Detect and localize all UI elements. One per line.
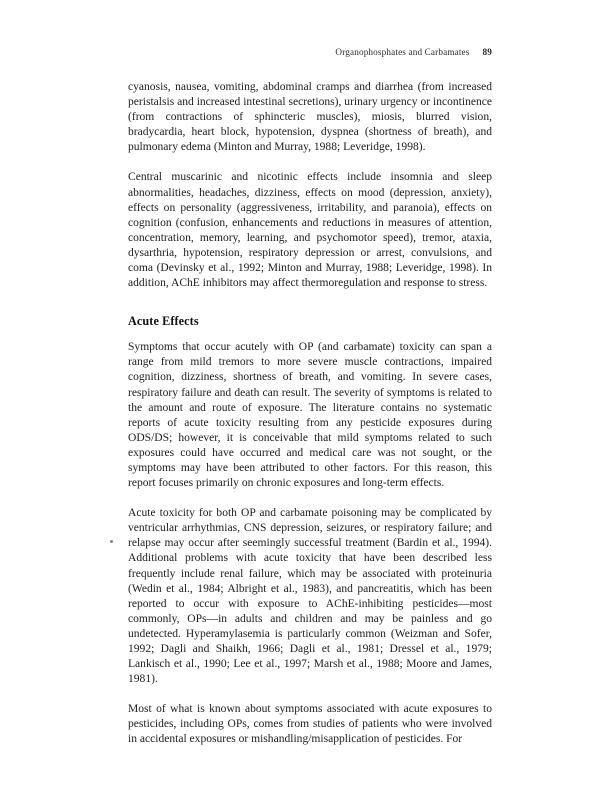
section-heading-acute-effects: Acute Effects [128,314,199,329]
text-column [128,80,492,763]
paragraph-symptoms-span: Symptoms that occur acutely with OP (and carbamate) toxicity can span a range from mild tremors to more severe muscle contractions, impaired cognition, dizziness, shortness of breath, and vomiting. In severe cases, respiratory failure and death can result. The severity of symptoms is related to the amount and route of exposure. The literature contains no systematic reports of acute toxicity resulting from any pesticide exposures during ODS/DS; however, it is conceivable that mild symptoms related to such exposures could have occurred and medical care was not sought, or the symptoms may have been attributed to other factors. For this reason, this report focuses primarily on chronic exposures and long-term effects. [128,341,492,490]
paragraph-central-effects: Central muscarinic and nicotinic effects include insomnia and sleep abnormalities, headaches, dizziness, effects on mood (depression, anxiety), effects on personality (aggressiveness, irritability, and paranoia), effects on cognition (confusion, enhancements and reductions in measures of attention, concentration, memory, learning, and psychomotor speed), tremor, ataxia, dysarthria, hypotension, respiratory depression or arrest, convulsions, and coma (Devinsky et al., 1992; Minton and Murray, 1988; Leveridge, 1998). In addition, AChE inhibitors may affect thermoregulation and response to stress. [128,171,492,290]
paragraph-autonomic-effects: cyanosis, nausea, vomiting, abdominal cramps and diarrhea (from increased peristalsis and increased intestinal secretions), urinary urgency or incontinence (from contractions of sphincteric muscles), miosis, blurred vision, bradycardia, heart block, hypotension, dyspnea (shortness of breath), and pulmonary edema (Minton and Murray, 1988; Leveridge, 1998). [128,81,492,154]
page-number: 89 [482,47,492,57]
paragraph-accidental-exposures: Most of what is known about symptoms associated with acute exposures to pesticides, including OPs, comes from studies of patients who were involved in accidental exposures or mishandling/misapplication of pesticides. For [128,703,492,746]
paragraph-acute-toxicity-complications: Acute toxicity for both OP and carbamate poisoning may be complicated by ventricular arrhythmias, CNS depression, seizures, or respiratory failure; and relapse may occur after seemingly successful treatment (Bardin et al., 1994). Additional problems with acute toxicity that have been described less frequently include renal failure, which may be associated with proteinuria (Wedin et al., 1984; Albright et al., 1983), and pancreatitis, which has been reported to occur with exposure to AChE-inhibiting pesticides—most commonly, OPs—in adults and children and may be painless and go undetected. Hyperamylasemia is particularly common (Weizman and Sofer, 1992; Dagli and Shaikh, 1966; Dagli et al., 1981; Dressel et al., 1979; Lankisch et al., 1990; Lee et al., 1997; Marsh et al., 1988; Moore and James, 1981). [128,507,492,686]
scan-artifact-speck [110,540,113,543]
running-head-title: Organophosphates and Carbamates [335,47,470,57]
running-head [128,47,492,57]
